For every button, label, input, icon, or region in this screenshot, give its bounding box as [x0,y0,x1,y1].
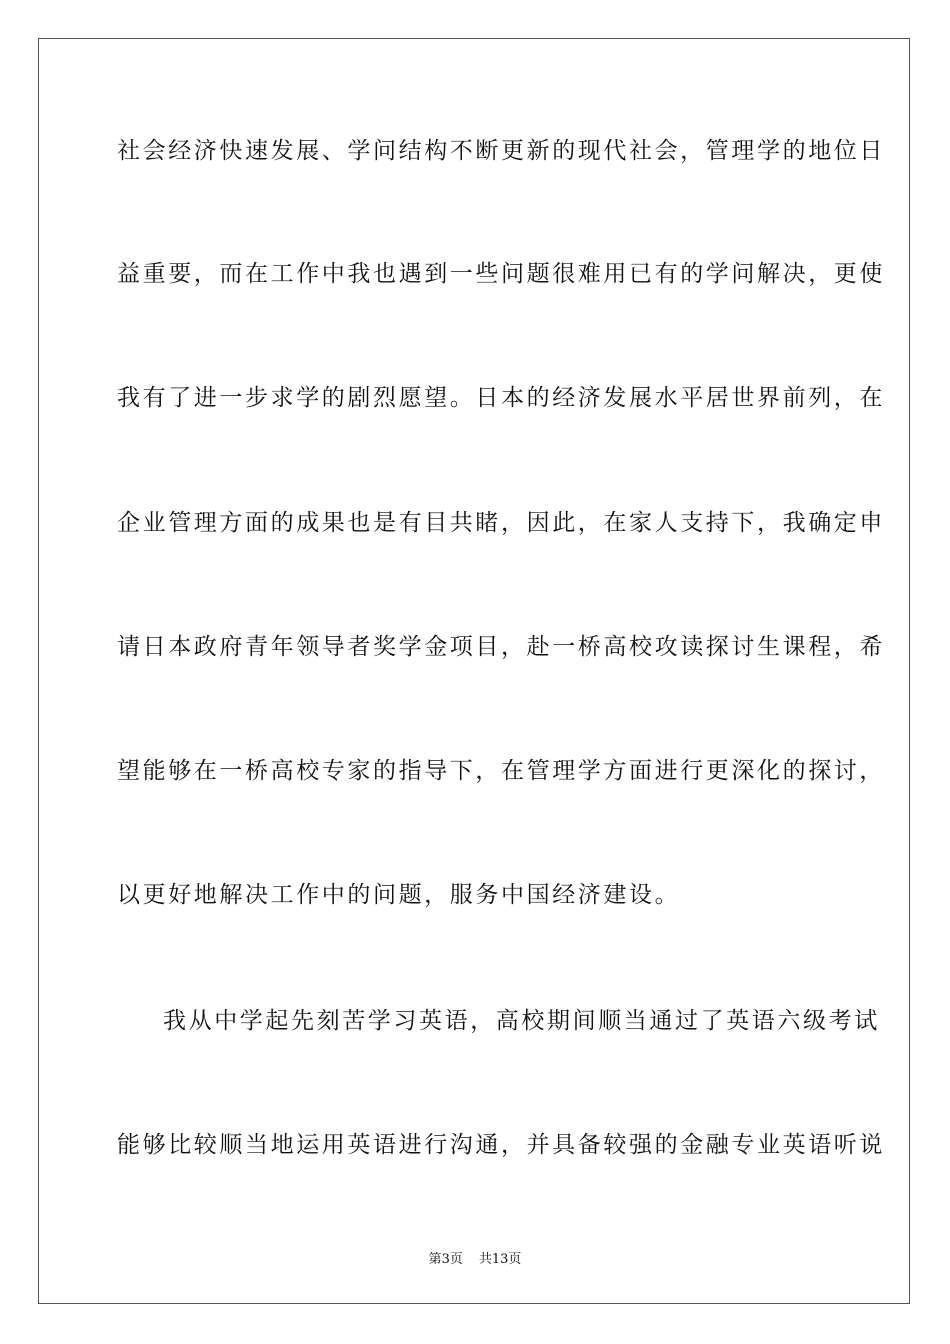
page-frame [38,38,910,1304]
page-number-current: 第3页 [428,1252,463,1267]
body-text-line-7: 以更好地解决工作中的问题，服务中国经济建设。 [117,882,681,908]
body-text-line-2: 益重要，而在工作中我也遇到一些问题很难用已有的学问解决，更使 [117,261,885,287]
body-text-line-6: 望能够在一桥高校专家的指导下，在管理学方面进行更深化的探讨， [117,758,885,784]
body-text-line-5: 请日本政府青年领导者奖学金项目，赴一桥高校攻读探讨生课程，希 [117,634,885,660]
page-footer [0,1248,950,1267]
body-text-line-9: 能够比较顺当地运用英语进行沟通，并具备较强的金融专业英语听说 [117,1132,885,1158]
body-text-line-3: 我有了进一步求学的剧烈愿望。日本的经济发展水平居世界前列，在 [117,385,885,411]
body-text-line-8: 我从中学起先刻苦学习英语，高校期间顺当通过了英语六级考试 [163,1008,880,1034]
page-number-total: 共13页 [478,1252,522,1267]
body-text-line-1: 社会经济快速发展、学问结构不断更新的现代社会，管理学的地位日 [117,138,885,164]
body-text-line-4: 企业管理方面的成果也是有目共睹，因此，在家人支持下，我确定申 [117,510,885,536]
